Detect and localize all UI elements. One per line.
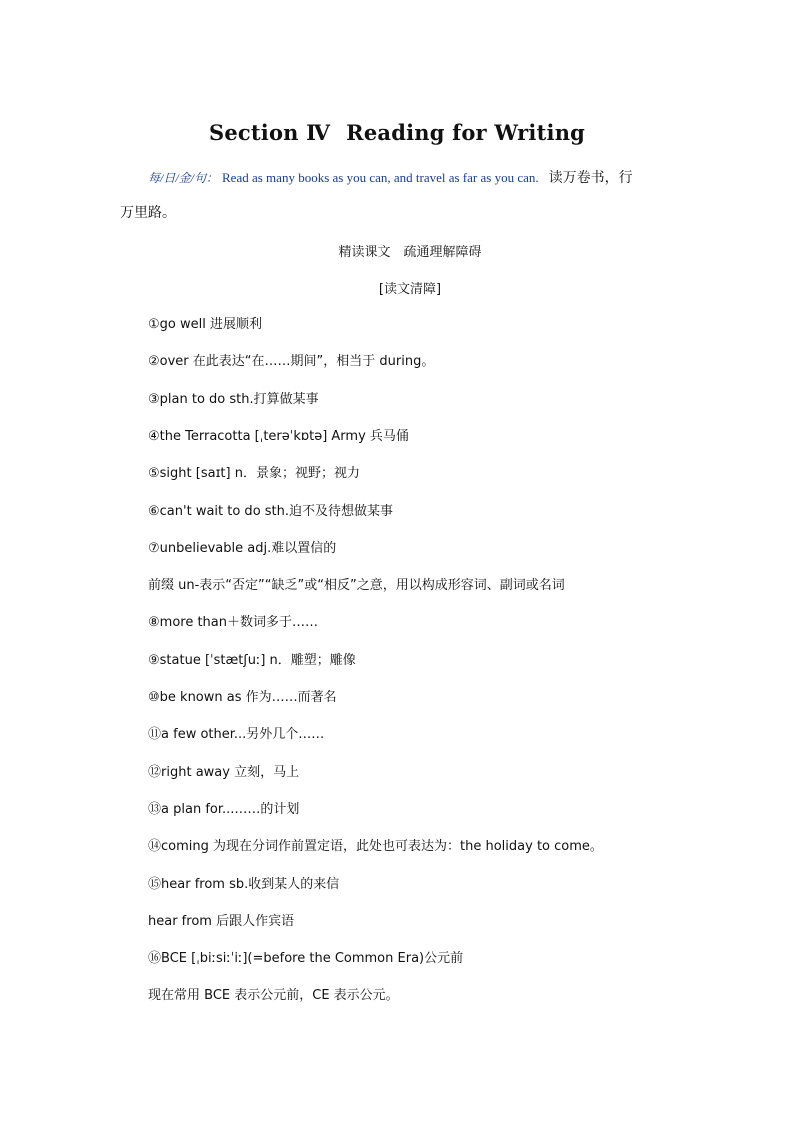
note-marker: ⑯ [148,950,162,965]
note-marker: ⑭ [148,838,162,853]
note-text: right away 立刻，马上 [161,765,300,780]
note-line [148,800,299,819]
note-line [148,390,319,409]
note-line [148,352,434,371]
note-line [148,502,393,521]
note-text: over 在此表达“在……期间”，相当于 during。 [159,354,435,369]
title-section: Section Ⅳ [208,120,331,145]
note-marker: ⑪ [148,726,162,741]
reading-heading: 精读课文 疏通理解障碍 [338,245,482,260]
note-line [148,949,463,968]
note-marker: ④ [148,428,160,443]
quote-chinese: 读万卷书，行 [548,170,633,186]
note-marker: ⑩ [148,689,160,704]
clear-heading: [读文清障] [378,282,442,297]
quote-english: Read as many books as you can, and travel as far as you can. [222,170,539,185]
note-marker: ⑮ [148,876,162,891]
note-marker: ⑤ [148,465,160,480]
note-marker: ⑧ [148,614,160,629]
daily-quote [148,168,678,189]
note-text: can't wait to do sth.迫不及待想做某事 [159,504,394,519]
quote-label: 每/日/金/句： [148,171,219,185]
note-line [148,613,318,632]
note-text: hear from sb.收到某人的来信 [161,877,340,892]
note-text: be known as 作为……而著名 [159,690,337,705]
note-text: BCE [ˌbiːsiːˈiː](=before the Common Era)公元前 [161,951,464,966]
note-line [148,875,339,894]
note-text: a few other...另外几个…… [161,727,325,742]
note-line [148,837,603,856]
note-line [148,651,356,670]
note-line [148,725,324,744]
note-marker: ② [148,353,160,368]
note-line [148,539,336,558]
note-marker: ⑨ [148,652,160,667]
note-marker: ⑥ [148,503,160,518]
title-name: Reading for Writing [346,120,586,145]
note-text: go well 进展顺利 [159,317,262,332]
note-text: 前缀 un-表示“否定”“缺乏”或“相反”之意，用以构成形容词、副词或名词 [148,578,565,593]
note-text: coming 为现在分词作前置定语，此处也可表达为：the holiday to come。 [161,839,603,854]
note-text: more than＋数词多于…… [159,615,319,630]
note-line [148,763,299,782]
quote-chinese-continued: 万里路。 [120,205,176,221]
note-marker: ⑫ [148,764,162,779]
note-text: sight [saɪt] n．景象；视野；视力 [159,466,360,481]
note-text: 现在常用 BCE 表示公元前，CE 表示公元。 [148,988,399,1003]
note-line [148,464,360,483]
note-line [148,912,294,931]
note-text: plan to do sth.打算做某事 [159,392,319,407]
note-line [148,688,337,707]
note-marker: ⑦ [148,540,160,555]
note-line [148,427,409,446]
note-text: unbelievable adj.难以置信的 [159,541,337,556]
note-line [148,576,565,595]
note-marker: ① [148,316,160,331]
page-title [0,120,794,145]
note-marker: ⑬ [148,801,162,816]
note-text: hear from 后跟人作宾语 [148,914,295,929]
note-text: a plan for...……的计划 [161,802,300,817]
note-marker: ③ [148,391,160,406]
note-line [148,986,399,1005]
note-text: statue [ˈstætʃuː] n．雕塑；雕像 [159,653,356,668]
note-text: the Terracotta [ˌterəˈkɒtə] Army 兵马俑 [159,429,409,444]
note-line [148,315,262,334]
